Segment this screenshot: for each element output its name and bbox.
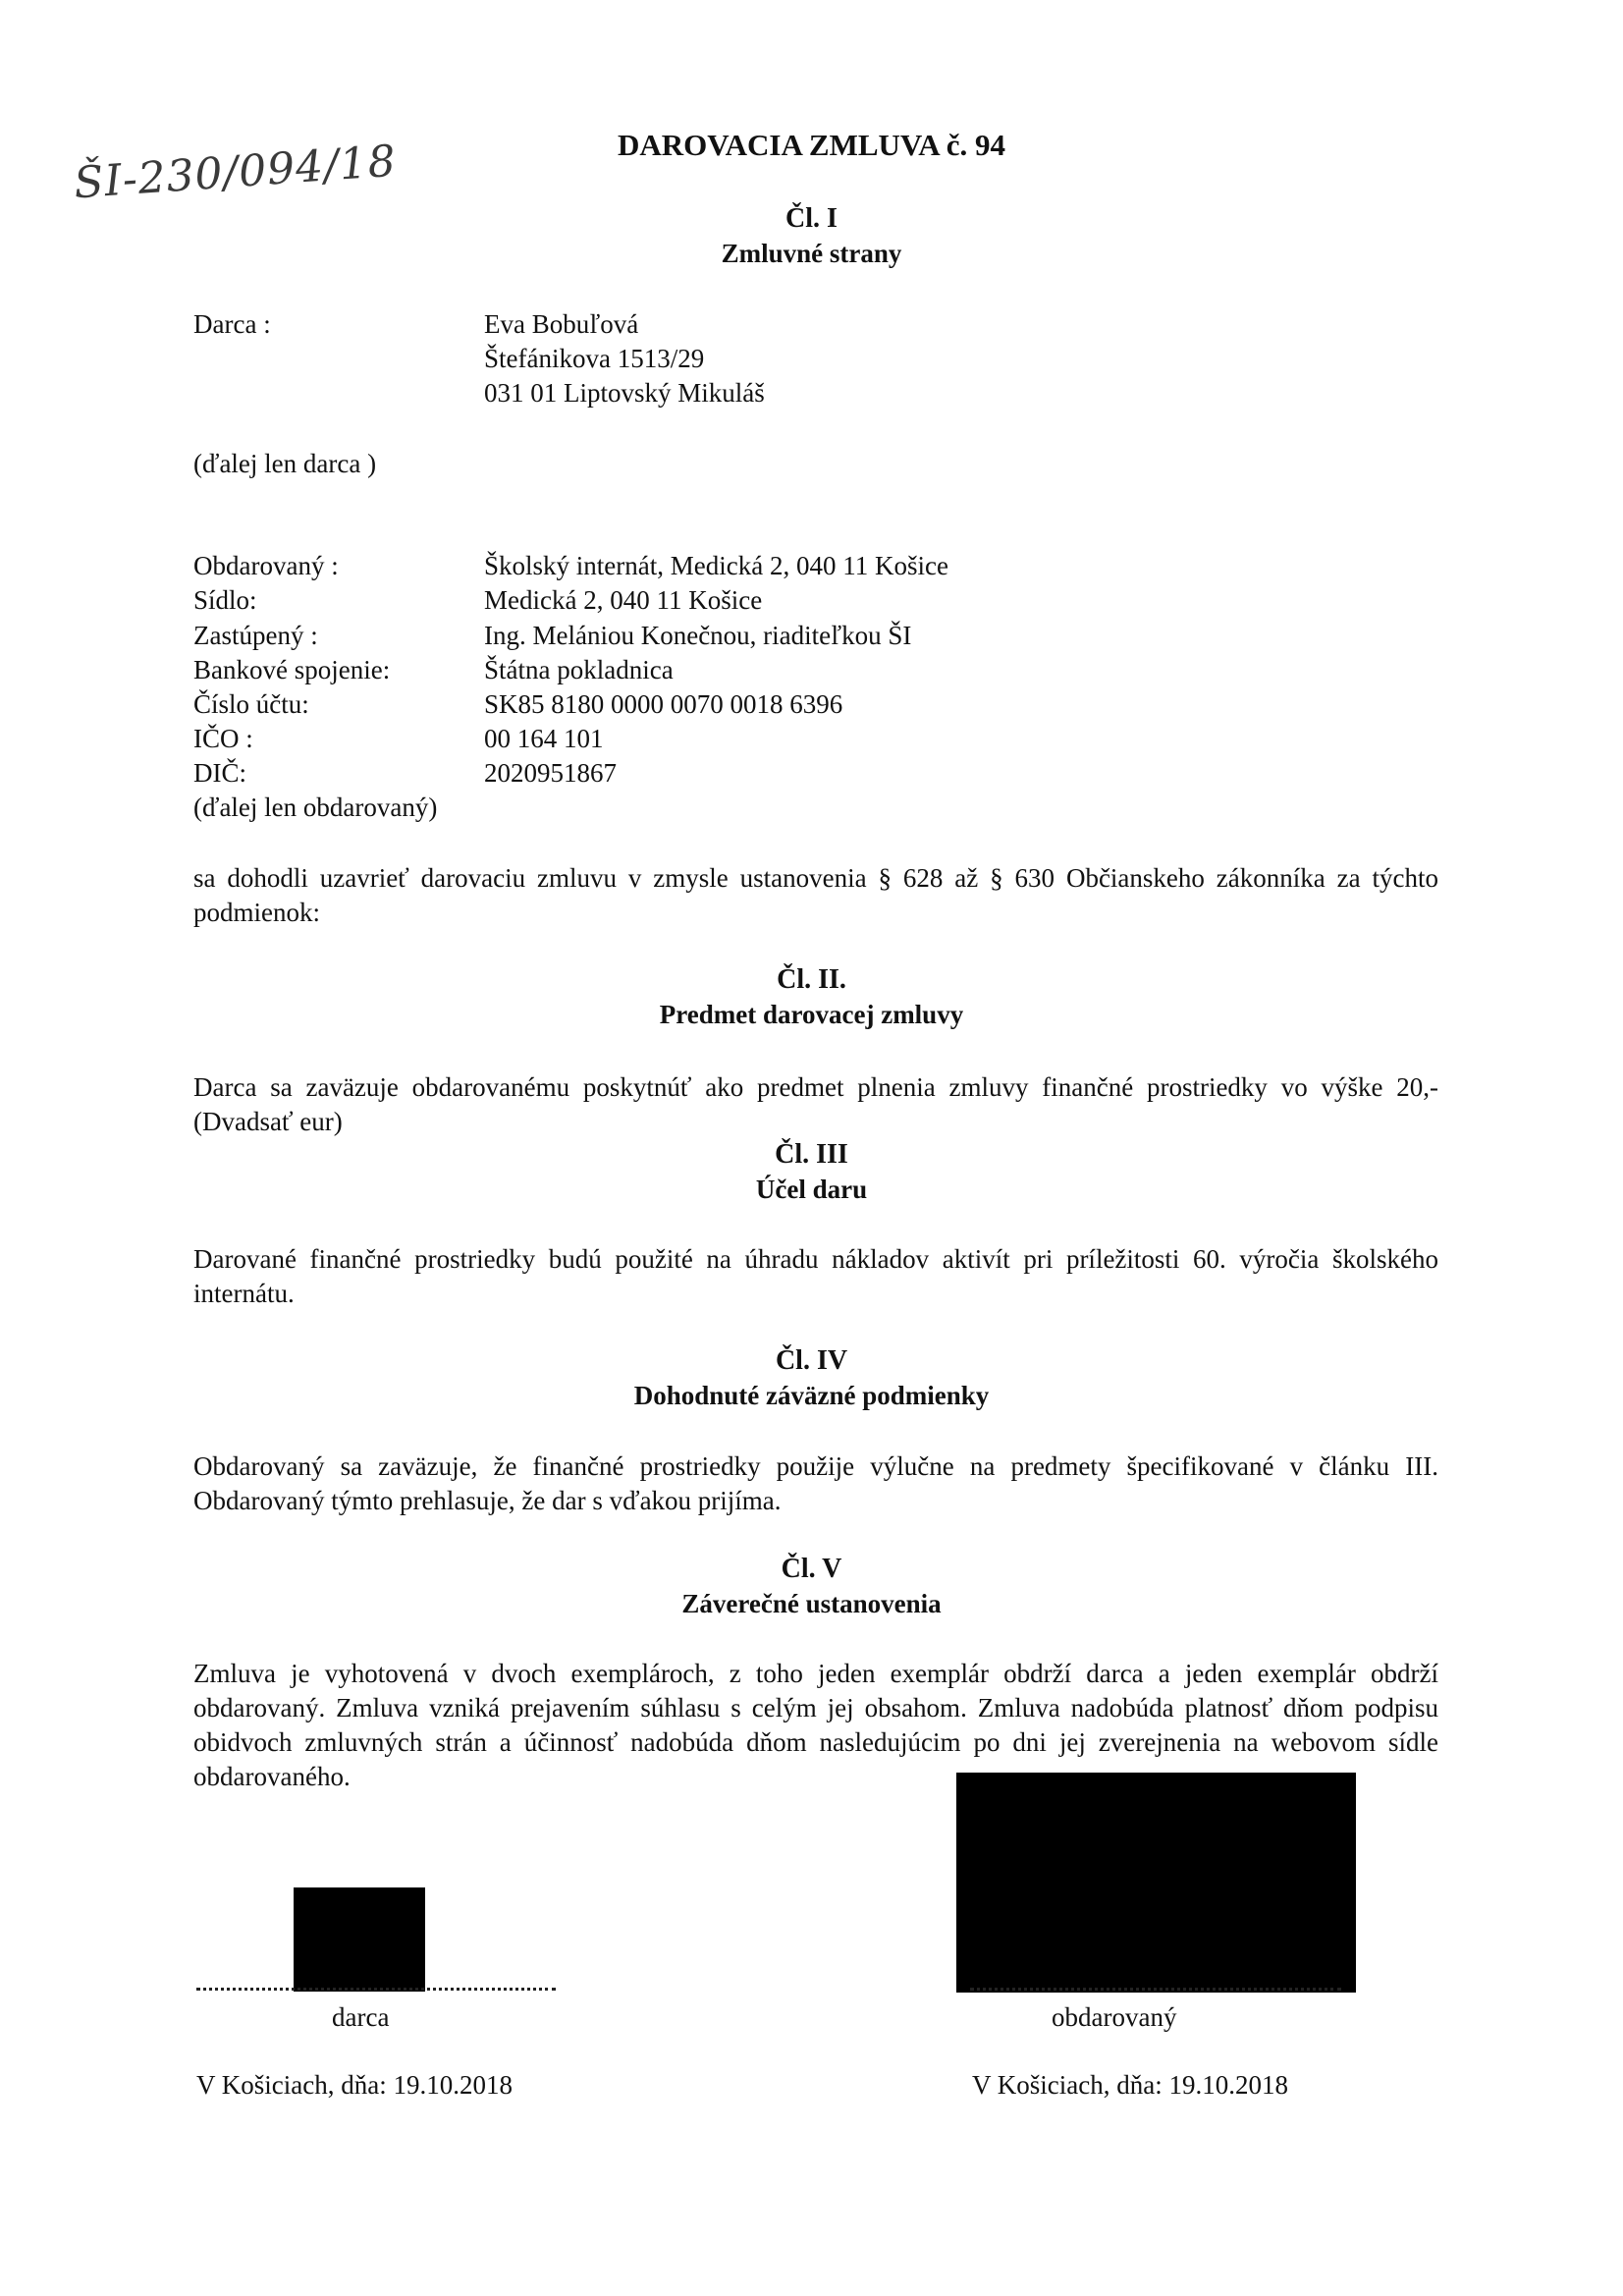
document-title: DAROVACIA ZMLUVA č. 94: [617, 128, 1005, 162]
recipient-signature-label: obdarovaný: [1052, 2002, 1177, 2032]
recipient-signature-redaction: [956, 1773, 1356, 1993]
article-2-text: Darca sa zaväzuje obdarovanému poskytnúť ako predmet plnenia zmluvy finančné prostriedky vo výške 20,- (Dvadsať eur): [193, 1072, 1438, 1136]
donor-city: 031 01 Liptovský Mikuláš: [484, 378, 765, 408]
recipient-value-account: SK85 8180 0000 0070 0018 6396: [484, 689, 843, 719]
recipient-label-represented: Zastúpený :: [193, 621, 318, 650]
recipient-value-name: Školský internát, Medická 2, 040 11 Košice: [484, 551, 948, 580]
article-4-heading: Dohodnuté záväzné podmienky: [633, 1381, 990, 1410]
donor-alias: (ďalej len darca ): [193, 449, 377, 478]
recipient-value-ico: 00 164 101: [484, 724, 604, 753]
article-5-text: Zmluva je vyhotovená v dvoch exemplároch, z toho jeden exemplár obdrží darca a jeden exemplár obdrží obdarovaný. Zmluva vzniká prejavením súhlasu s celým jej obsahom. Zmluva nadobúda platnosť dňom podpisu obidvoch zmluvných strán a účinnosť nadobúda dňom nasledujúcim po dni jej zverejnenia na webovom sídle obdarovaného.: [193, 1659, 1438, 1791]
recipient-label-ico: IČO :: [193, 724, 253, 753]
article-3-number: Čl. III: [775, 1139, 848, 1170]
donor-signature-redaction: [294, 1887, 425, 1992]
article-2-heading: Predmet darovacej zmluvy: [659, 1000, 964, 1029]
article-3-text: Darované finančné prostriedky budú použité na úhradu nákladov aktivít pri príležitosti 60. výročia školského internátu.: [193, 1244, 1438, 1308]
donor-place-date: V Košiciach, dňa: 19.10.2018: [196, 2070, 513, 2100]
article-1-number: Čl. I: [785, 203, 838, 234]
recipient-label-account: Číslo účtu:: [193, 689, 309, 719]
article-4-text: Obdarovaný sa zaväzuje, že finančné prostriedky použije výlučne na predmety špecifikované v článku III. Obdarovaný týmto prehlasuje, že dar s vďakou prijíma.: [193, 1451, 1438, 1515]
recipient-value-bank: Štátna pokladnica: [484, 655, 674, 684]
handwritten-reference: ŠI-230/094/18: [72, 136, 399, 209]
article-2-number: Čl. II.: [777, 964, 846, 995]
recipient-label-bank: Bankové spojenie:: [193, 655, 391, 684]
donor-signature-label: darca: [332, 2002, 390, 2032]
article-5-number: Čl. V: [781, 1554, 842, 1584]
article-5-heading: Záverečné ustanovenia: [681, 1589, 942, 1618]
recipient-value-represented: Ing. Melániou Konečnou, riaditeľkou ŠI: [484, 621, 912, 650]
donor-signature-line: [196, 1988, 556, 1991]
recipient-label-dic: DIČ:: [193, 758, 246, 788]
article-4-number: Čl. IV: [775, 1345, 848, 1376]
article-1-heading: Zmluvné strany: [721, 239, 902, 268]
donor-name: Eva Bobuľová: [484, 309, 639, 339]
recipient-place-date: V Košiciach, dňa: 19.10.2018: [972, 2070, 1288, 2100]
recipient-label-name: Obdarovaný :: [193, 551, 339, 580]
agreement-intro: sa dohodli uzavrieť darovaciu zmluvu v zmysle ustanovenia § 628 až § 630 Občianskeho zákonníka za týchto podmienok:: [193, 863, 1438, 927]
recipient-signature-line: [970, 1988, 1341, 1991]
recipient-label-seat: Sídlo:: [193, 585, 257, 615]
donor-street: Štefánikova 1513/29: [484, 344, 705, 373]
recipient-value-dic: 2020951867: [484, 758, 617, 788]
recipient-value-seat: Medická 2, 040 11 Košice: [484, 585, 763, 615]
donor-label: Darca :: [193, 309, 271, 339]
article-3-heading: Účel daru: [755, 1175, 868, 1204]
recipient-alias: (ďalej len obdarovaný): [193, 793, 438, 822]
